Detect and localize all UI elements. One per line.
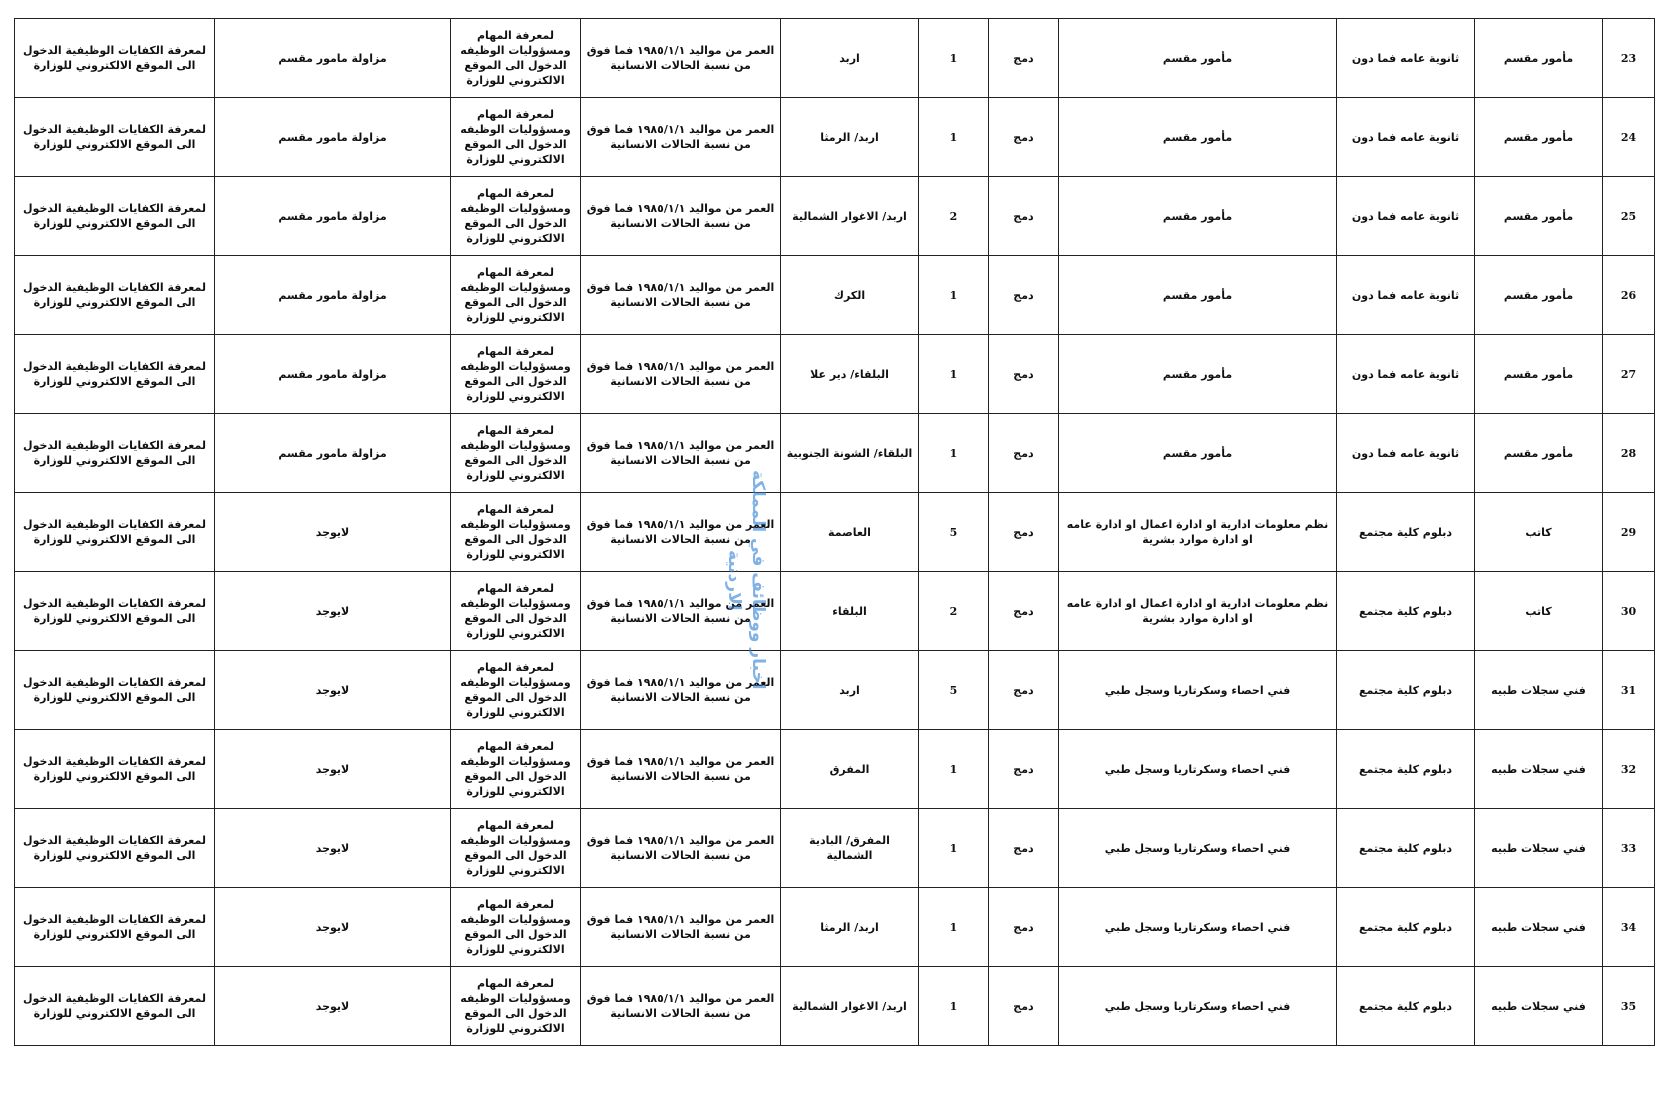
job-title-cell: فني سجلات طبيه — [1475, 809, 1603, 888]
job-title-cell: مأمور مقسم — [1475, 19, 1603, 98]
row-number-cell: 33 — [1603, 809, 1655, 888]
competencies-note-cell: لمعرفة الكفايات الوظيفية الدخول الى الموقع الالكتروني للوزارة — [15, 19, 215, 98]
row-number-cell: 25 — [1603, 177, 1655, 256]
tasks-note-cell: لمعرفة المهام ومسؤوليات الوظيفه الدخول الى الموقع الالكتروني للوزارة — [451, 888, 581, 967]
hiring-type-cell: دمج — [989, 967, 1059, 1046]
job-title-cell: فني سجلات طبيه — [1475, 730, 1603, 809]
competencies-note-cell: لمعرفة الكفايات الوظيفية الدخول الى الموقع الالكتروني للوزارة — [15, 730, 215, 809]
watermark-text: اخبار ووظائف في المملكة الاردنية — [724, 470, 768, 690]
vacancy-count-cell: 5 — [919, 493, 989, 572]
table-row — [15, 651, 1655, 730]
qualification-cell: ثانوية عامه فما دون — [1337, 98, 1475, 177]
specialization-cell: مأمور مقسم — [1059, 98, 1337, 177]
qualification-cell: دبلوم كلية مجتمع — [1337, 651, 1475, 730]
experience-cell: مزاولة مامور مقسم — [215, 98, 451, 177]
age-condition-cell: العمر من مواليد ١٩٨٥/١/١ فما فوق من نسبة الحالات الانسانية — [581, 967, 781, 1046]
experience-cell: لايوجد — [215, 967, 451, 1046]
vacancy-count-cell: 1 — [919, 967, 989, 1046]
experience-cell: مزاولة مامور مقسم — [215, 256, 451, 335]
specialization-cell: مأمور مقسم — [1059, 335, 1337, 414]
tasks-note-cell: لمعرفة المهام ومسؤوليات الوظيفه الدخول الى الموقع الالكتروني للوزارة — [451, 19, 581, 98]
competencies-note-cell: لمعرفة الكفايات الوظيفية الدخول الى الموقع الالكتروني للوزارة — [15, 493, 215, 572]
tasks-note-cell: لمعرفة المهام ومسؤوليات الوظيفه الدخول الى الموقع الالكتروني للوزارة — [451, 809, 581, 888]
hiring-type-cell: دمج — [989, 809, 1059, 888]
age-condition-cell: العمر من مواليد ١٩٨٥/١/١ فما فوق من نسبة الحالات الانسانية — [581, 335, 781, 414]
qualification-cell: ثانوية عامه فما دون — [1337, 19, 1475, 98]
age-condition-cell: العمر من مواليد ١٩٨٥/١/١ فما فوق من نسبة الحالات الانسانية — [581, 177, 781, 256]
hiring-type-cell: دمج — [989, 335, 1059, 414]
row-number-cell: 23 — [1603, 19, 1655, 98]
qualification-cell: دبلوم كلية مجتمع — [1337, 572, 1475, 651]
specialization-cell: مأمور مقسم — [1059, 177, 1337, 256]
specialization-cell: فني احصاء وسكرتاريا وسجل طبي — [1059, 730, 1337, 809]
row-number-cell: 26 — [1603, 256, 1655, 335]
hiring-type-cell: دمج — [989, 730, 1059, 809]
row-number-cell: 27 — [1603, 335, 1655, 414]
competencies-note-cell: لمعرفة الكفايات الوظيفية الدخول الى الموقع الالكتروني للوزارة — [15, 256, 215, 335]
hiring-type-cell: دمج — [989, 572, 1059, 651]
age-condition-cell: العمر من مواليد ١٩٨٥/١/١ فما فوق من نسبة الحالات الانسانية — [581, 414, 781, 493]
tasks-note-cell: لمعرفة المهام ومسؤوليات الوظيفه الدخول الى الموقع الالكتروني للوزارة — [451, 256, 581, 335]
job-title-cell: فني سجلات طبيه — [1475, 888, 1603, 967]
tasks-note-cell: لمعرفة المهام ومسؤوليات الوظيفه الدخول الى الموقع الالكتروني للوزارة — [451, 651, 581, 730]
table-row — [15, 414, 1655, 493]
tasks-note-cell: لمعرفة المهام ومسؤوليات الوظيفه الدخول الى الموقع الالكتروني للوزارة — [451, 730, 581, 809]
hiring-type-cell: دمج — [989, 19, 1059, 98]
competencies-note-cell: لمعرفة الكفايات الوظيفية الدخول الى الموقع الالكتروني للوزارة — [15, 177, 215, 256]
age-condition-cell: العمر من مواليد ١٩٨٥/١/١ فما فوق من نسبة الحالات الانسانية — [581, 493, 781, 572]
table-body — [15, 19, 1655, 1046]
tasks-note-cell: لمعرفة المهام ومسؤوليات الوظيفه الدخول الى الموقع الالكتروني للوزارة — [451, 177, 581, 256]
table-row — [15, 730, 1655, 809]
specialization-cell: نظم معلومات ادارية او ادارة اعمال او ادارة عامه او ادارة موارد بشرية — [1059, 493, 1337, 572]
table-row — [15, 967, 1655, 1046]
competencies-note-cell: لمعرفة الكفايات الوظيفية الدخول الى الموقع الالكتروني للوزارة — [15, 651, 215, 730]
qualification-cell: دبلوم كلية مجتمع — [1337, 967, 1475, 1046]
experience-cell: لايوجد — [215, 730, 451, 809]
hiring-type-cell: دمج — [989, 888, 1059, 967]
tasks-note-cell: لمعرفة المهام ومسؤوليات الوظيفه الدخول الى الموقع الالكتروني للوزارة — [451, 967, 581, 1046]
location-cell: اربد/ الرمثا — [781, 98, 919, 177]
tasks-note-cell: لمعرفة المهام ومسؤوليات الوظيفه الدخول الى الموقع الالكتروني للوزارة — [451, 98, 581, 177]
location-cell: البلقاء/ دير علا — [781, 335, 919, 414]
location-cell: اربد/ الاغوار الشمالية — [781, 177, 919, 256]
specialization-cell: فني احصاء وسكرتاريا وسجل طبي — [1059, 967, 1337, 1046]
location-cell: المفرق — [781, 730, 919, 809]
job-title-cell: فني سجلات طبيه — [1475, 651, 1603, 730]
competencies-note-cell: لمعرفة الكفايات الوظيفية الدخول الى الموقع الالكتروني للوزارة — [15, 414, 215, 493]
experience-cell: مزاولة مامور مقسم — [215, 335, 451, 414]
location-cell: البلقاء/ الشونة الجنوبية — [781, 414, 919, 493]
competencies-note-cell: لمعرفة الكفايات الوظيفية الدخول الى الموقع الالكتروني للوزارة — [15, 335, 215, 414]
job-title-cell: كاتب — [1475, 572, 1603, 651]
table-row — [15, 572, 1655, 651]
competencies-note-cell: لمعرفة الكفايات الوظيفية الدخول الى الموقع الالكتروني للوزارة — [15, 572, 215, 651]
experience-cell: لايوجد — [215, 809, 451, 888]
row-number-cell: 32 — [1603, 730, 1655, 809]
job-title-cell: مأمور مقسم — [1475, 335, 1603, 414]
row-number-cell: 30 — [1603, 572, 1655, 651]
location-cell: الكرك — [781, 256, 919, 335]
qualification-cell: دبلوم كلية مجتمع — [1337, 493, 1475, 572]
competencies-note-cell: لمعرفة الكفايات الوظيفية الدخول الى الموقع الالكتروني للوزارة — [15, 809, 215, 888]
row-number-cell: 35 — [1603, 967, 1655, 1046]
hiring-type-cell: دمج — [989, 493, 1059, 572]
experience-cell: مزاولة مامور مقسم — [215, 19, 451, 98]
specialization-cell: مأمور مقسم — [1059, 256, 1337, 335]
job-title-cell: كاتب — [1475, 493, 1603, 572]
qualification-cell: ثانوية عامه فما دون — [1337, 177, 1475, 256]
age-condition-cell: العمر من مواليد ١٩٨٥/١/١ فما فوق من نسبة الحالات الانسانية — [581, 651, 781, 730]
specialization-cell: فني احصاء وسكرتاريا وسجل طبي — [1059, 888, 1337, 967]
table-row — [15, 888, 1655, 967]
vacancy-count-cell: 1 — [919, 809, 989, 888]
table-row — [15, 493, 1655, 572]
table-row — [15, 335, 1655, 414]
row-number-cell: 29 — [1603, 493, 1655, 572]
vacancy-count-cell: 1 — [919, 98, 989, 177]
age-condition-cell: العمر من مواليد ١٩٨٥/١/١ فما فوق من نسبة الحالات الانسانية — [581, 888, 781, 967]
table-row — [15, 177, 1655, 256]
job-title-cell: فني سجلات طبيه — [1475, 967, 1603, 1046]
vacancy-count-cell: 5 — [919, 651, 989, 730]
job-vacancies-table — [14, 18, 1655, 1046]
job-title-cell: مأمور مقسم — [1475, 177, 1603, 256]
age-condition-cell: العمر من مواليد ١٩٨٥/١/١ فما فوق من نسبة الحالات الانسانية — [581, 256, 781, 335]
age-condition-cell: العمر من مواليد ١٩٨٥/١/١ فما فوق من نسبة الحالات الانسانية — [581, 19, 781, 98]
location-cell: اربد/ الرمثا — [781, 888, 919, 967]
hiring-type-cell: دمج — [989, 651, 1059, 730]
qualification-cell: ثانوية عامه فما دون — [1337, 256, 1475, 335]
qualification-cell: دبلوم كلية مجتمع — [1337, 730, 1475, 809]
hiring-type-cell: دمج — [989, 98, 1059, 177]
qualification-cell: دبلوم كلية مجتمع — [1337, 888, 1475, 967]
table-row — [15, 809, 1655, 888]
experience-cell: مزاولة مامور مقسم — [215, 414, 451, 493]
vacancy-count-cell: 2 — [919, 572, 989, 651]
table-row — [15, 19, 1655, 98]
competencies-note-cell: لمعرفة الكفايات الوظيفية الدخول الى الموقع الالكتروني للوزارة — [15, 967, 215, 1046]
vacancy-count-cell: 1 — [919, 19, 989, 98]
specialization-cell: فني احصاء وسكرتاريا وسجل طبي — [1059, 651, 1337, 730]
experience-cell: لايوجد — [215, 651, 451, 730]
vacancy-count-cell: 1 — [919, 888, 989, 967]
location-cell: العاصمة — [781, 493, 919, 572]
specialization-cell: مأمور مقسم — [1059, 414, 1337, 493]
age-condition-cell: العمر من مواليد ١٩٨٥/١/١ فما فوق من نسبة الحالات الانسانية — [581, 98, 781, 177]
table-row — [15, 256, 1655, 335]
age-condition-cell: العمر من مواليد ١٩٨٥/١/١ فما فوق من نسبة الحالات الانسانية — [581, 809, 781, 888]
vacancy-count-cell: 2 — [919, 177, 989, 256]
specialization-cell: فني احصاء وسكرتاريا وسجل طبي — [1059, 809, 1337, 888]
tasks-note-cell: لمعرفة المهام ومسؤوليات الوظيفه الدخول الى الموقع الالكتروني للوزارة — [451, 335, 581, 414]
experience-cell: لايوجد — [215, 572, 451, 651]
specialization-cell: نظم معلومات ادارية او ادارة اعمال او ادارة عامه او ادارة موارد بشرية — [1059, 572, 1337, 651]
job-title-cell: مأمور مقسم — [1475, 256, 1603, 335]
hiring-type-cell: دمج — [989, 414, 1059, 493]
vacancy-count-cell: 1 — [919, 256, 989, 335]
location-cell: اربد/ الاغوار الشمالية — [781, 967, 919, 1046]
qualification-cell: ثانوية عامه فما دون — [1337, 414, 1475, 493]
experience-cell: لايوجد — [215, 493, 451, 572]
table-row — [15, 98, 1655, 177]
experience-cell: مزاولة مامور مقسم — [215, 177, 451, 256]
hiring-type-cell: دمج — [989, 256, 1059, 335]
vacancy-count-cell: 1 — [919, 335, 989, 414]
job-vacancies-sheet — [14, 18, 1654, 1046]
tasks-note-cell: لمعرفة المهام ومسؤوليات الوظيفه الدخول الى الموقع الالكتروني للوزارة — [451, 493, 581, 572]
experience-cell: لايوجد — [215, 888, 451, 967]
qualification-cell: دبلوم كلية مجتمع — [1337, 809, 1475, 888]
age-condition-cell: العمر من مواليد ١٩٨٥/١/١ فما فوق من نسبة الحالات الانسانية — [581, 730, 781, 809]
hiring-type-cell: دمج — [989, 177, 1059, 256]
vacancy-count-cell: 1 — [919, 730, 989, 809]
competencies-note-cell: لمعرفة الكفايات الوظيفية الدخول الى الموقع الالكتروني للوزارة — [15, 98, 215, 177]
row-number-cell: 28 — [1603, 414, 1655, 493]
job-title-cell: مأمور مقسم — [1475, 414, 1603, 493]
location-cell: المفرق/ البادية الشمالية — [781, 809, 919, 888]
row-number-cell: 34 — [1603, 888, 1655, 967]
age-condition-cell: العمر من مواليد ١٩٨٥/١/١ فما فوق من نسبة الحالات الانسانية — [581, 572, 781, 651]
specialization-cell: مأمور مقسم — [1059, 19, 1337, 98]
job-title-cell: مأمور مقسم — [1475, 98, 1603, 177]
tasks-note-cell: لمعرفة المهام ومسؤوليات الوظيفه الدخول الى الموقع الالكتروني للوزارة — [451, 414, 581, 493]
location-cell: اربد — [781, 19, 919, 98]
vacancy-count-cell: 1 — [919, 414, 989, 493]
qualification-cell: ثانوية عامه فما دون — [1337, 335, 1475, 414]
tasks-note-cell: لمعرفة المهام ومسؤوليات الوظيفه الدخول الى الموقع الالكتروني للوزارة — [451, 572, 581, 651]
row-number-cell: 31 — [1603, 651, 1655, 730]
row-number-cell: 24 — [1603, 98, 1655, 177]
location-cell: اربد — [781, 651, 919, 730]
location-cell: البلقاء — [781, 572, 919, 651]
competencies-note-cell: لمعرفة الكفايات الوظيفية الدخول الى الموقع الالكتروني للوزارة — [15, 888, 215, 967]
